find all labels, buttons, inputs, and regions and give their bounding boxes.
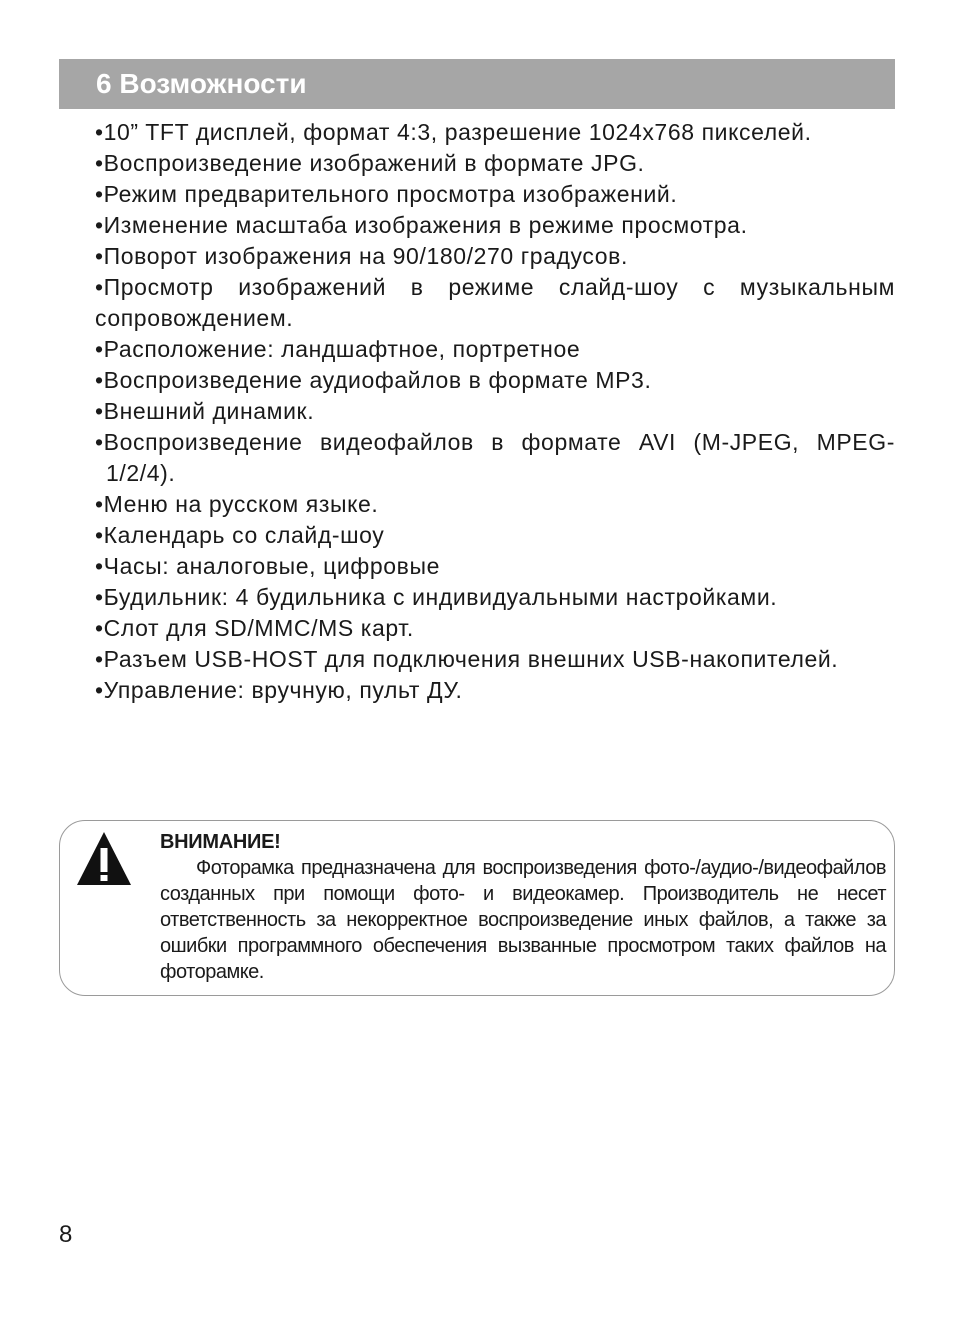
warning-box bbox=[59, 820, 895, 996]
page-number: 8 bbox=[59, 1221, 73, 1248]
feature-item: •Будильник: 4 будильника с индивидуальными настройками. bbox=[95, 584, 778, 610]
feature-item: •Меню на русском языке. bbox=[95, 491, 379, 517]
feature-item: •Расположение: ландшафтное, портретное bbox=[95, 336, 581, 362]
feature-item: •Воспроизведение изображений в формате JPG. bbox=[95, 150, 645, 176]
feature-item: •Воспроизведение аудиофайлов в формате MP3. bbox=[95, 367, 652, 393]
feature-item: •10” TFT дисплей, формат 4:3, разрешение 1024x768 пикселей. bbox=[95, 119, 812, 145]
feature-item: •Часы: аналоговые, цифровые bbox=[95, 553, 441, 579]
feature-item: •Разъем USB-HOST для подключения внешних USB-накопителей. bbox=[95, 646, 839, 672]
feature-item: •Внешний динамик. bbox=[95, 398, 315, 424]
feature-item: •Календарь со слайд-шоу bbox=[95, 522, 385, 548]
feature-item: •Воспроизведение видеофайлов в формате AVI (M-JPEG, MPEG-1/2/4). bbox=[95, 429, 895, 486]
section-title: 6 Возможности bbox=[96, 68, 307, 99]
section-header bbox=[59, 59, 895, 109]
warning-text: Фоторамка предназначена для воспроизведения фото-/аудио-/видеофайлов созданных при помощи фото- и видеокамер. Производитель не несет ответственность за некорректное воспроизведение иных файлов, а также за ошибки программного обеспечения вызванные просмотром таких файлов на фоторамке. bbox=[160, 857, 886, 983]
feature-item: •Поворот изображения на 90/180/270 градусов. bbox=[95, 243, 628, 269]
feature-item: •Слот для SD/MMC/MS карт. bbox=[95, 615, 414, 641]
feature-item: •Просмотр изображений в режиме слайд-шоу с музыкальным сопровождением. bbox=[95, 274, 895, 331]
feature-list bbox=[95, 117, 895, 706]
feature-item: •Управление: вручную, пульт ДУ. bbox=[95, 677, 463, 703]
warning-title: ВНИМАНИЕ! bbox=[160, 831, 281, 853]
feature-item: •Изменение масштаба изображения в режиме просмотра. bbox=[95, 212, 748, 238]
feature-item: •Режим предварительного просмотра изображений. bbox=[95, 181, 678, 207]
warning-icon bbox=[76, 831, 132, 887]
